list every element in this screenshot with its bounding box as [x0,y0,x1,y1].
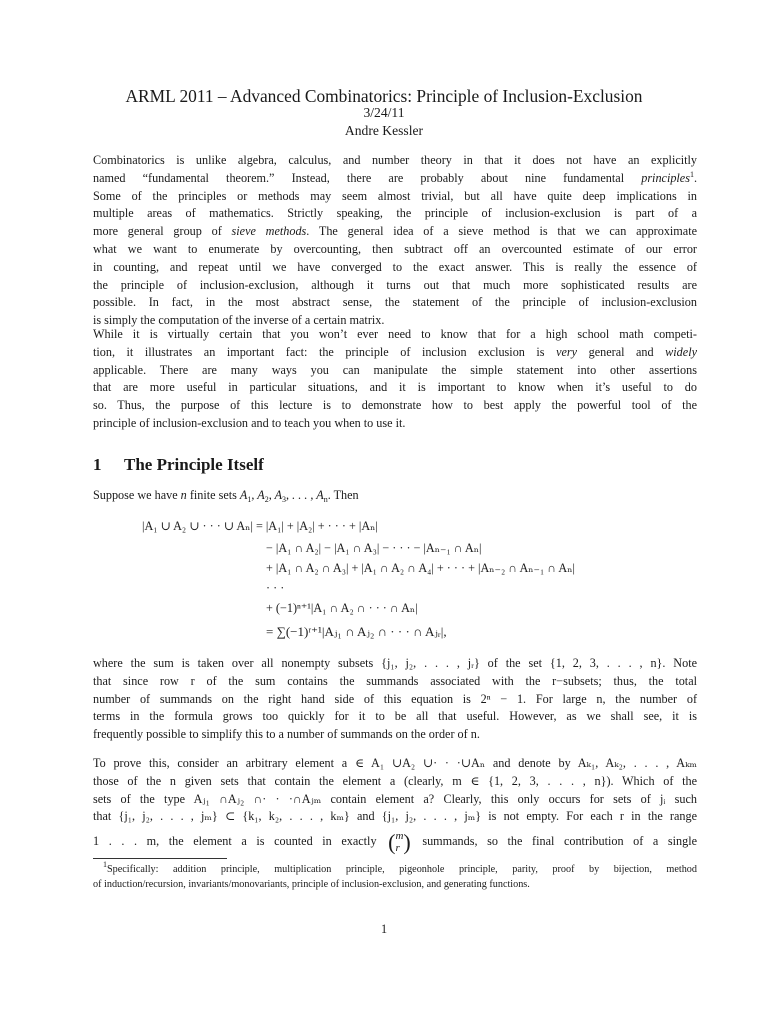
text-line: tion, it illustrates an important fact: the principle of inclusion exclusion is very general and widely [93,344,697,359]
footnote-rule [93,858,227,859]
text-line: named “fundamental theorem.” Instead, there are probably about nine fundamental principles$^1$. [93,169,698,185]
section-heading [93,455,264,475]
text-line: in counting, and repeat until we have converged to the exact answer. This is really the essence of [93,259,697,274]
equation-line-4: · · · [266,581,285,595]
document-title: ARML 2011 – Advanced Combinatorics: Principle of Inclusion-Exclusion [125,86,643,106]
text-line: that since row r of the sum contains the summands associated with the r−subsets; thus, the total [93,673,697,688]
equation-line-5: + (−1)ⁿ⁺¹|A₁ ∩ A₂ ∩ · · · ∩ Aₙ| [266,601,418,615]
text-line: those of the n given sets that contain the element a (clearly, m ∈ {1, 2, 3, . . . , n}). Which of the [93,773,697,788]
text-line: To prove this, consider an arbitrary element a ∈ A₁ ∪A₂ ∪· · ·∪Aₙ and denote by Aₖ₁, Aₖ₂, . . . , Aₖₘ [93,756,697,770]
footnote [93,862,697,892]
section-title: The Principle Itself [124,455,264,474]
text-line: more general group of sieve methods. The general idea of a sieve method is that we can approximate [93,224,697,239]
text-line: frequently possible to simplify this to a number of summands on the order of n. [93,727,480,742]
paragraph-summands [93,655,697,744]
text-line: what we want to enumerate by overcounting, then subtract off an overcounted estimate of our error [93,241,697,256]
text-line: so. Thus, the purpose of this lecture is to demonstrate how to best apply the powerful tool of the [93,398,697,413]
equation-line-6: = ∑(−1)ʳ⁺¹|Aⱼ₁ ∩ Aⱼ₂ ∩ · · · ∩ Aⱼᵣ|, [266,624,447,639]
text-line: 1 . . . m, the element a is counted in exactly (m r ) summands, so the final contribution of a single [93,829,697,855]
emphasis-text: principles [641,170,690,185]
text-line: principle of inclusion-exclusion and to teach you when to use it. [93,415,406,430]
text-line: Combinatorics is unlike algebra, calculus, and number theory in that it does not have an explicitly [93,153,697,167]
footnote-line: of induction/recursion, invariants/monovariants, principle of inclusion-exclusion, and generating functions. [93,879,530,890]
text-line: where the sum is taken over all nonempty subsets {j₁, j₂, . . . , jᵣ} of the set {1, 2, 3, . . . , n}. Note [93,656,697,670]
text-line: applicable. There are many ways you can manipulate the simple statement into other assertions [93,362,697,377]
text-line: multiple areas of mathematics. Strictly speaking, the principle of inclusion-exclusion is part of a [93,206,697,221]
text-line: that {j₁, j₂, . . . , jₘ} ⊂ {k₁, k₂, . . . , kₘ} and {j₁, j₂, . . . , jₘ} is not empty. For each r in the range [93,809,697,824]
equation-line-3: + |A₁ ∩ A₂ ∩ A₃| + |A₁ ∩ A₂ ∩ A₄| + · · · + |Aₙ₋₂ ∩ Aₙ₋₁ ∩ Aₙ| [266,561,575,575]
intro-paragraph-1 [93,152,697,330]
text-line: Suppose we have n finite sets $A_1$, $A_2$, $A_3$, . . . , $A_n$. Then [93,488,359,504]
binomial-coefficient: (m r ) [388,829,411,855]
text-line: While it is virtually certain that you won’t ever need to know that for a high school math competi- [93,327,697,341]
section-number: 1 [93,455,102,474]
equation-line-2: − |A₁ ∩ A₂| − |A₁ ∩ A₃| − · · · − |Aₙ₋₁ ∩ Aₙ| [266,541,482,555]
footnote-marker: 1 [689,169,694,179]
document-author: Andre Kessler [344,123,424,138]
text-line: the principle of inclusion-exclusion, although it turns out that much more sophisticated results are [93,277,697,292]
footnote-mark: 1 [103,860,107,869]
emphasis-text: very [556,344,578,359]
footnote-line: $^1$Specifically: addition principle, multiplication principle, pigeonhole principle, parity, proof by bijection, method [103,860,697,875]
equation-line-1: |A₁ ∪ A₂ ∪ · · · ∪ Aₙ| = |A₁| + |A₂| + · · · + |Aₙ| [142,519,378,533]
text-line: possible. In fact, in the most abstract sense, the statement of the principle of inclusion-exclusion [93,295,697,310]
document-date: 3/24/11 [363,105,405,120]
text-line: number of summands on the right hand side of this equation is 2ⁿ − 1. For large n, the number of [93,691,697,706]
section-lead [93,487,697,505]
text-line: is simply the computation of the inverse of a certain matrix. [93,313,385,328]
emphasis-text: sieve methods [231,224,307,239]
text-line: that are more useful in particular situations, and it is important to know when it’s useful to do [93,380,697,395]
text-line: terms in the formula grows too quickly for it to be all that useful. However, as we shall see, it is [93,709,697,724]
text-line: sets of the type Aⱼ₁ ∩Aⱼ₂ ∩· · ·∩Aⱼₘ contain element a? Clearly, this only occurs for sets of jᵢ such [93,791,697,806]
paragraph-proof [93,755,697,854]
emphasis-text: widely [665,344,697,359]
text-line: Some of the principles or methods may seem almost trivial, but all have quite deep implications in [93,188,697,203]
intro-paragraph-2 [93,326,697,433]
page-number: 1 [380,922,388,936]
